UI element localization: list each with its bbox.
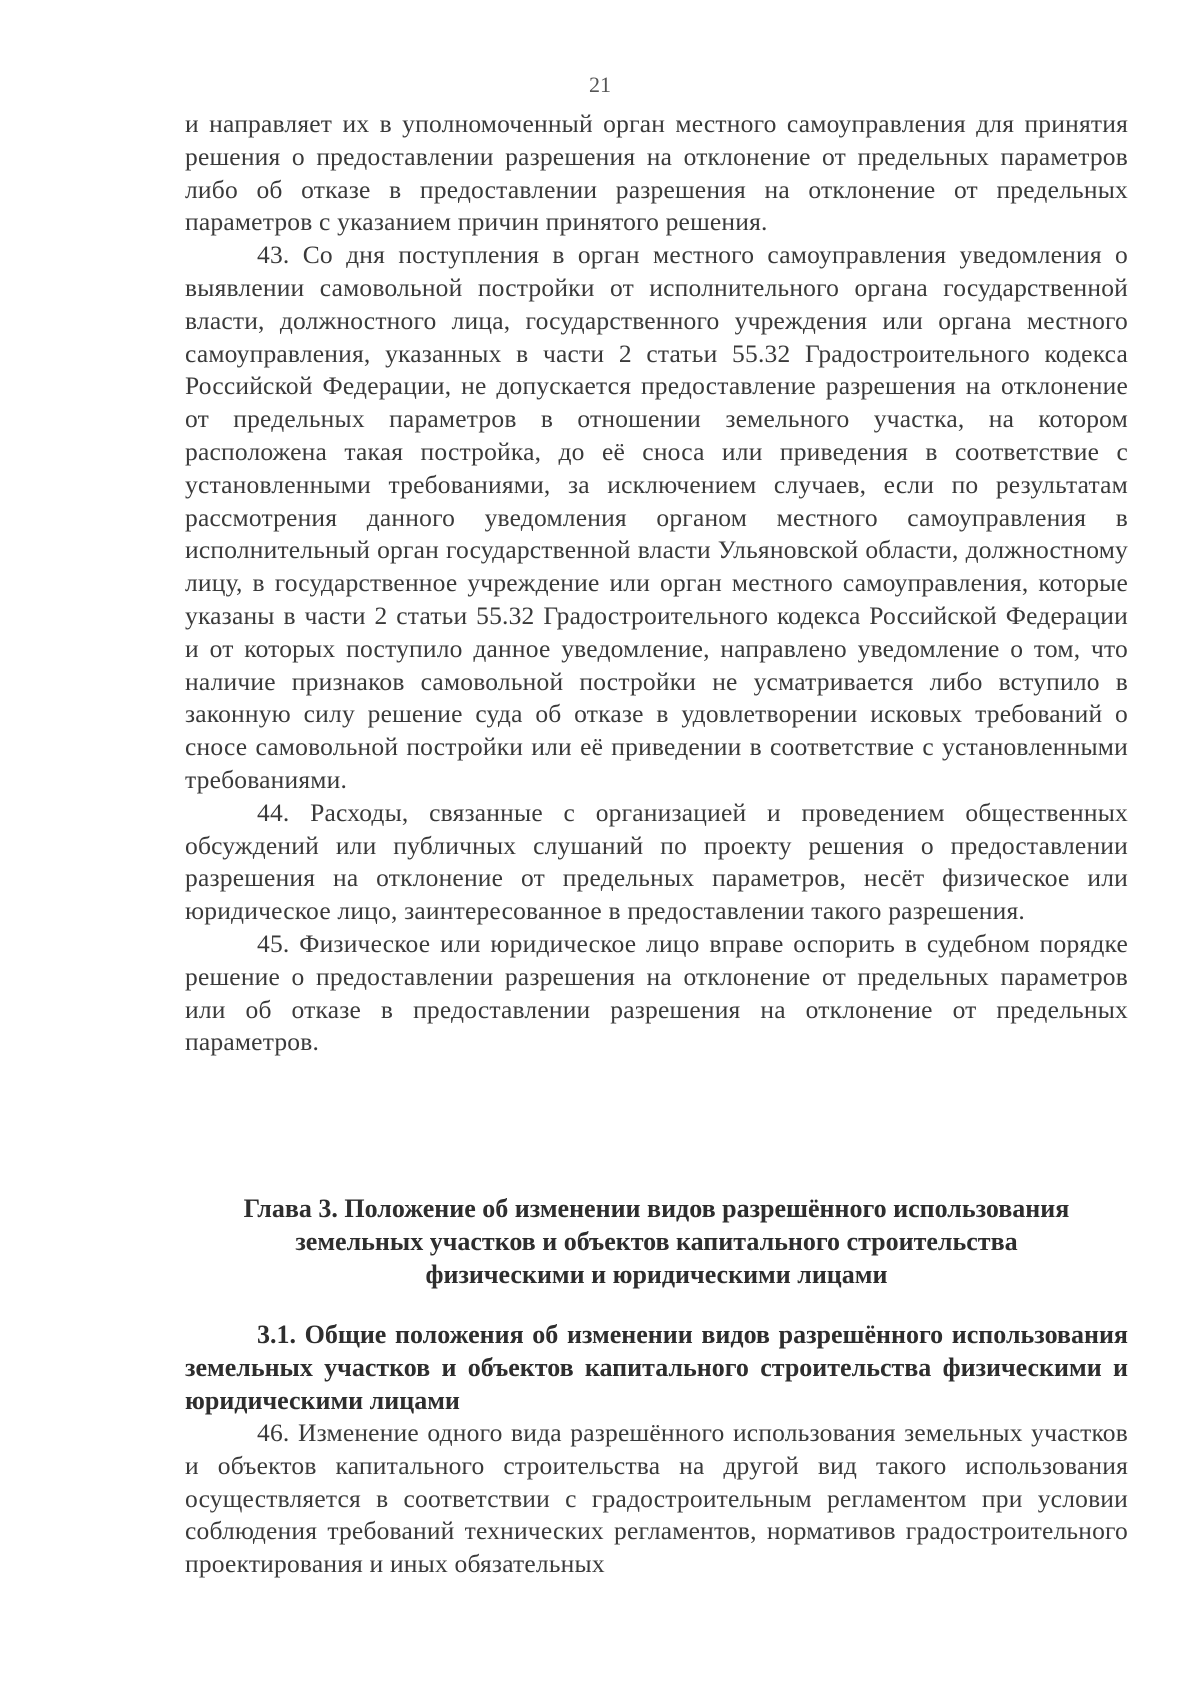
body-text	[185, 108, 1128, 1059]
paragraph-44: 44. Расходы, связанные с организацией и проведением общественных обсуждений или публичных слушаний по проекту решения о предоставлении разрешения на отклонение от предельных параметров, несёт физическое или юридическое лицо, заинтересованное в предоставлении такого разрешения.	[185, 797, 1128, 926]
chapter-heading	[185, 1192, 1128, 1291]
paragraph-43: 43. Со дня поступления в орган местного самоуправления уведомления о выявлении самовольной постройки от исполнительного органа государственной власти, должностного лица, государственного учреждения или органа местного самоуправления, указанных в части 2 статьи 55.32 Градостроительного кодекса Российской Федерации, не допускается предоставление разрешения на отклонение от предельных параметров в отношении земельного участка, на котором расположена такая постройка, до её сноса или приведения в соответствие с установленными требованиями, за исключением случаев, если по результатам рассмотрения данного уведомления органом местного самоуправления в исполнительный орган государственной власти Ульяновской области, должностному лицу, в государственное учреждение или орган местного самоуправления, которые указаны в части 2 статьи 55.32 Градостроительного кодекса Российской Федерации и от которых поступило данное уведомление, направлено уведомление о том, что наличие признаков самовольной постройки не усматривается либо вступило в законную силу решение суда об отказе в удовлетворении исковых требований о сносе самовольной постройки или её приведении в соответствие с установленными требованиями.	[185, 240, 1128, 794]
paragraph-46: 46. Изменение одного вида разрешённого использования земельных участков и объектов капитального строительства на другой вид такого использования осуществляется в соответствии с градостроительным регламентом при условии соблюдения требований технических регламентов, нормативов градостроительного проектирования и иных обязательных	[185, 1418, 1128, 1579]
paragraph-continuation: и направляет их в уполномоченный орган местного самоуправления для принятия решения о предоставлении разрешения на отклонение от предельных параметров либо об отказе в предоставлении разрешения на отклонение от предельных параметров с указанием причин принятого решения.	[185, 109, 1128, 237]
body-text-bottom	[185, 1417, 1128, 1581]
section-heading: 3.1. Общие положения об изменении видов разрешённого использования земельных участков и объектов капитального строительства физическими и юридическими лицами	[185, 1320, 1128, 1415]
paragraph-45: 45. Физическое или юридическое лицо вправе оспорить в судебном порядке решение о предоставлении разрешения на отклонение от предельных параметров или об отказе в предоставлении разрешения на отклонение от предельных параметров.	[185, 928, 1128, 1057]
chapter-heading-line-3: физическими и юридическими лицами	[425, 1260, 888, 1289]
page-number: 21	[589, 72, 611, 97]
chapter-heading-line-2: земельных участков и объектов капитального строительства	[295, 1227, 1018, 1256]
chapter-heading-line-1: Глава 3. Положение об изменении видов разрешённого использования	[243, 1194, 1070, 1223]
